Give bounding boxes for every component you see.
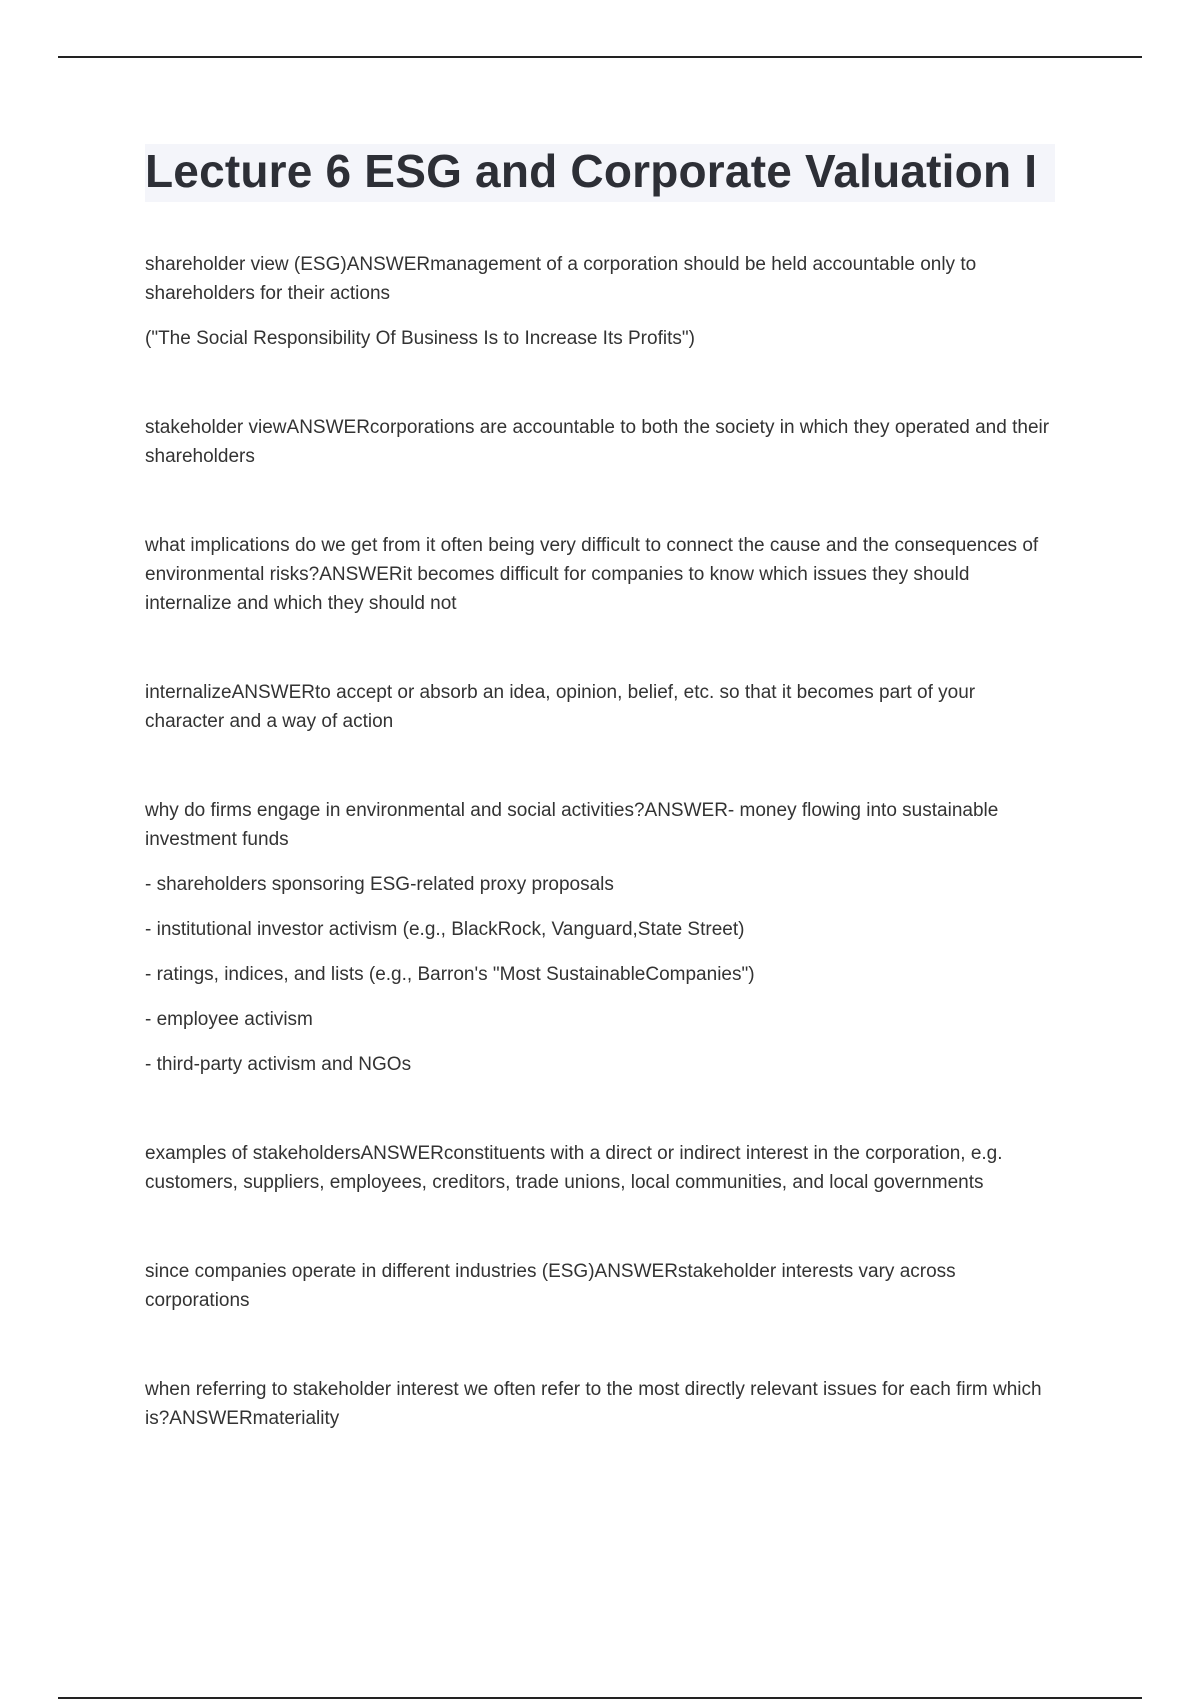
entry-list-item: - third-party activism and NGOs: [145, 1054, 412, 1075]
entry-text: when referring to stakeholder interest we often refer to the most directly relevant issues for each firm which is?ANSWERmateriality: [145, 1379, 1042, 1429]
title-banner: [145, 144, 1055, 202]
entry-text: internalizeANSWERto accept or absorb an idea, opinion, belief, etc. so that it becomes part of your character and a way of action: [145, 682, 976, 732]
entry-text: since companies operate in different industries (ESG)ANSWERstakeholder interests vary across corporations: [145, 1261, 956, 1311]
flashcard-entry: [145, 1257, 1055, 1315]
entry-text: ("The Social Responsibility Of Business Is to Increase Its Profits"): [145, 328, 695, 349]
entry-list-item: - ratings, indices, and lists (e.g., Barron's "Most SustainableCompanies"): [145, 964, 755, 985]
bottom-divider: [58, 1697, 1142, 1699]
flashcard-entry: [145, 1375, 1055, 1433]
flashcard-entry: [145, 678, 1055, 736]
flashcard-entry: [145, 413, 1055, 471]
entry-list-item: - institutional investor activism (e.g., BlackRock, Vanguard,State Street): [145, 919, 745, 940]
top-divider: [58, 56, 1142, 58]
flashcard-entry: [145, 1139, 1055, 1197]
entry-list-item: - shareholders sponsoring ESG-related proxy proposals: [145, 874, 614, 895]
flashcard-entry: [145, 796, 1055, 1079]
entry-text: why do firms engage in environmental and social activities?ANSWER- money flowing into sustainable investment funds: [145, 800, 999, 850]
page-title: Lecture 6 ESG and Corporate Valuation I: [145, 145, 1038, 197]
flashcard-entry: [145, 531, 1055, 618]
entry-text: shareholder view (ESG)ANSWERmanagement of a corporation should be held accountable only to shareholders for their actions: [145, 254, 977, 304]
entry-text: stakeholder viewANSWERcorporations are accountable to both the society in which they operated and their shareholders: [145, 417, 1050, 467]
entry-text: examples of stakeholdersANSWERconstituents with a direct or indirect interest in the corporation, e.g. customers, suppliers, employees, creditors, trade unions, local communities, and local governments: [145, 1143, 1003, 1193]
entry-text: what implications do we get from it often being very difficult to connect the cause and the consequences of environmental risks?ANSWERit becomes difficult for companies to know which issues they should internalize and which they should not: [145, 535, 1039, 614]
entry-list-item: - employee activism: [145, 1009, 313, 1030]
document-body: [145, 144, 1055, 1493]
flashcard-entry: [145, 250, 1055, 353]
